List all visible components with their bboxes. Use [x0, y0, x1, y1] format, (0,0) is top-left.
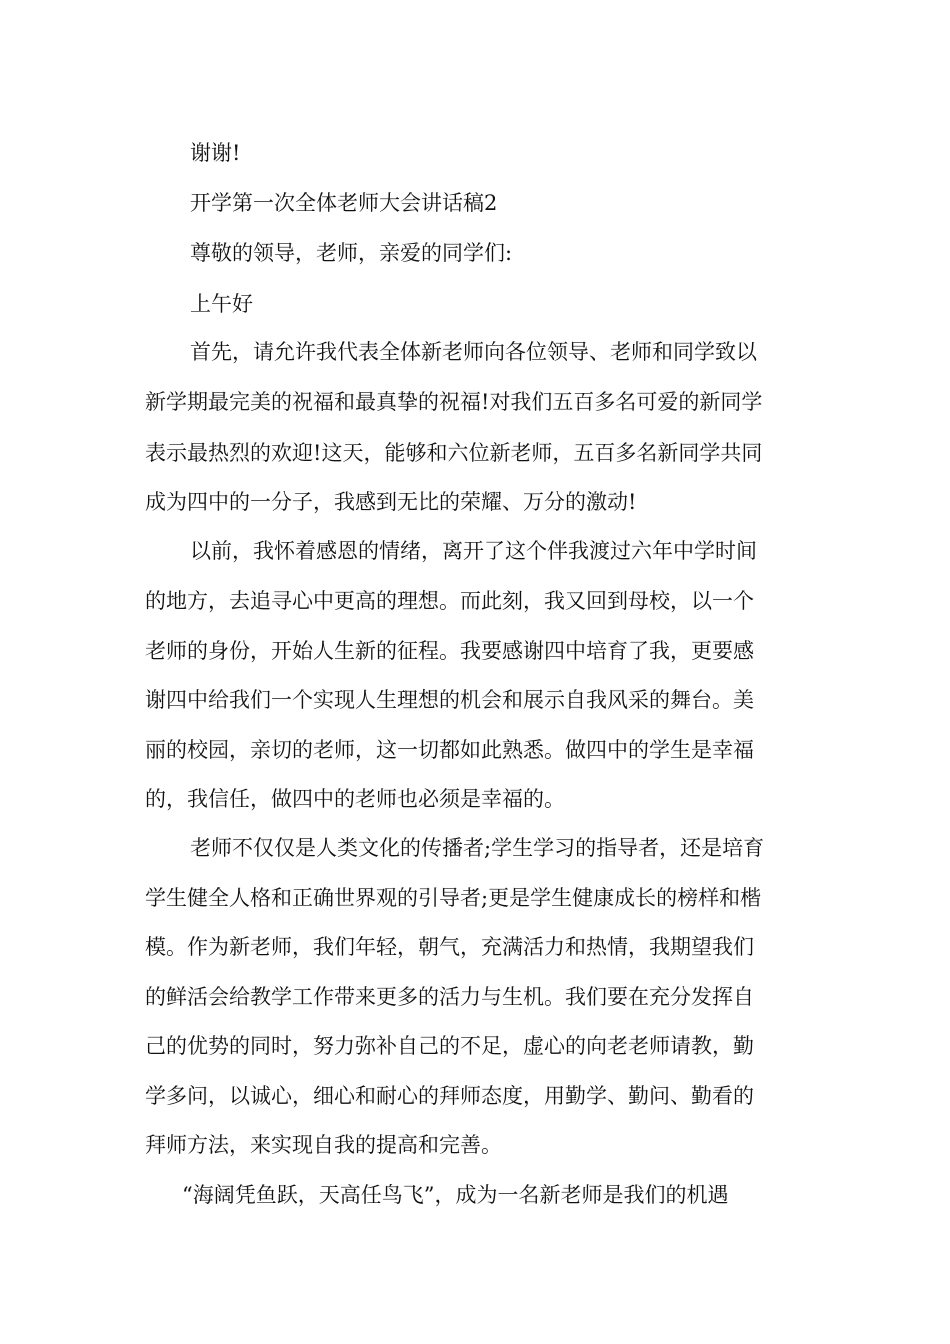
text-line: [0, 830, 950, 866]
line-text: 上午好: [190, 292, 253, 316]
line-text: 拜师方法，来实现自我的提高和完善。: [145, 1133, 502, 1157]
line-text: 尊敬的领导，老师，亲爱的同学们:: [190, 241, 513, 265]
line-text: 谢谢!: [190, 141, 241, 165]
line-text: 成为四中的一分子，我感到无比的荣耀、万分的激动!: [145, 490, 637, 514]
line-text: 学生健全人格和正确世界观的引导者;更是学生健康成长的榜样和楷: [145, 886, 762, 910]
line-text: 老师不仅仅是人类文化的传播者;学生学习的指导者，还是培育: [190, 836, 765, 860]
line-text: 丽的校园，亲切的老师，这一切都如此熟悉。做四中的学生是幸福: [145, 738, 754, 762]
line-text: 老师的身份，开始人生新的征程。我要感谢四中培育了我，更要感: [145, 639, 754, 663]
text-line: [0, 682, 950, 718]
text-line: [0, 732, 950, 768]
text-line: [0, 435, 950, 471]
text-line: [0, 384, 950, 420]
text-line: [0, 583, 950, 619]
text-line: [0, 286, 950, 322]
line-text: 模。作为新老师，我们年轻，朝气，充满活力和热情，我期望我们: [145, 935, 754, 959]
text-line: [0, 633, 950, 669]
text-line: [0, 1078, 950, 1114]
line-text: 学多问，以诚心，细心和耐心的拜师态度，用勤学、勤问、勤看的: [145, 1084, 754, 1108]
text-line: [0, 533, 950, 569]
text-line: [0, 1028, 950, 1064]
text-line: [0, 135, 950, 171]
text-line: [0, 929, 950, 965]
line-text: 新学期最完美的祝福和最真挚的祝福!对我们五百多名可爱的新同学: [145, 390, 763, 414]
line-text: 的地方，去追寻心中更高的理想。而此刻，我又回到母校，以一个: [145, 589, 754, 613]
line-text: 首先，请允许我代表全体新老师向各位领导、老师和同学致以: [190, 340, 757, 364]
line-text: 的鲜活会给教学工作带来更多的活力与生机。我们要在充分发挥自: [145, 985, 754, 1009]
line-text: 谢四中给我们一个实现人生理想的机会和展示自我风采的舞台。美: [145, 688, 754, 712]
text-line: [0, 1177, 950, 1213]
text-line: [0, 484, 950, 520]
line-text: 开学第一次全体老师大会讲话稿2: [190, 191, 498, 215]
text-line: [0, 1127, 950, 1163]
text-line: [0, 334, 950, 370]
line-text: “海阔凭鱼跃，天高任鸟飞”，成为一名新老师是我们的机遇: [182, 1183, 729, 1207]
text-line: [0, 781, 950, 817]
line-text: 己的优势的同时，努力弥补自己的不足，虚心的向老老师请教，勤: [145, 1034, 754, 1058]
text-line: [0, 185, 950, 221]
text-line: [0, 235, 950, 271]
line-text: 表示最热烈的欢迎!这天，能够和六位新老师，五百多名新同学共同: [145, 441, 763, 465]
text-line: [0, 979, 950, 1015]
line-text: 的，我信任，做四中的老师也必须是幸福的。: [145, 787, 565, 811]
line-text: 以前，我怀着感恩的情绪，离开了这个伴我渡过六年中学时间: [190, 539, 757, 563]
text-line: [0, 880, 950, 916]
